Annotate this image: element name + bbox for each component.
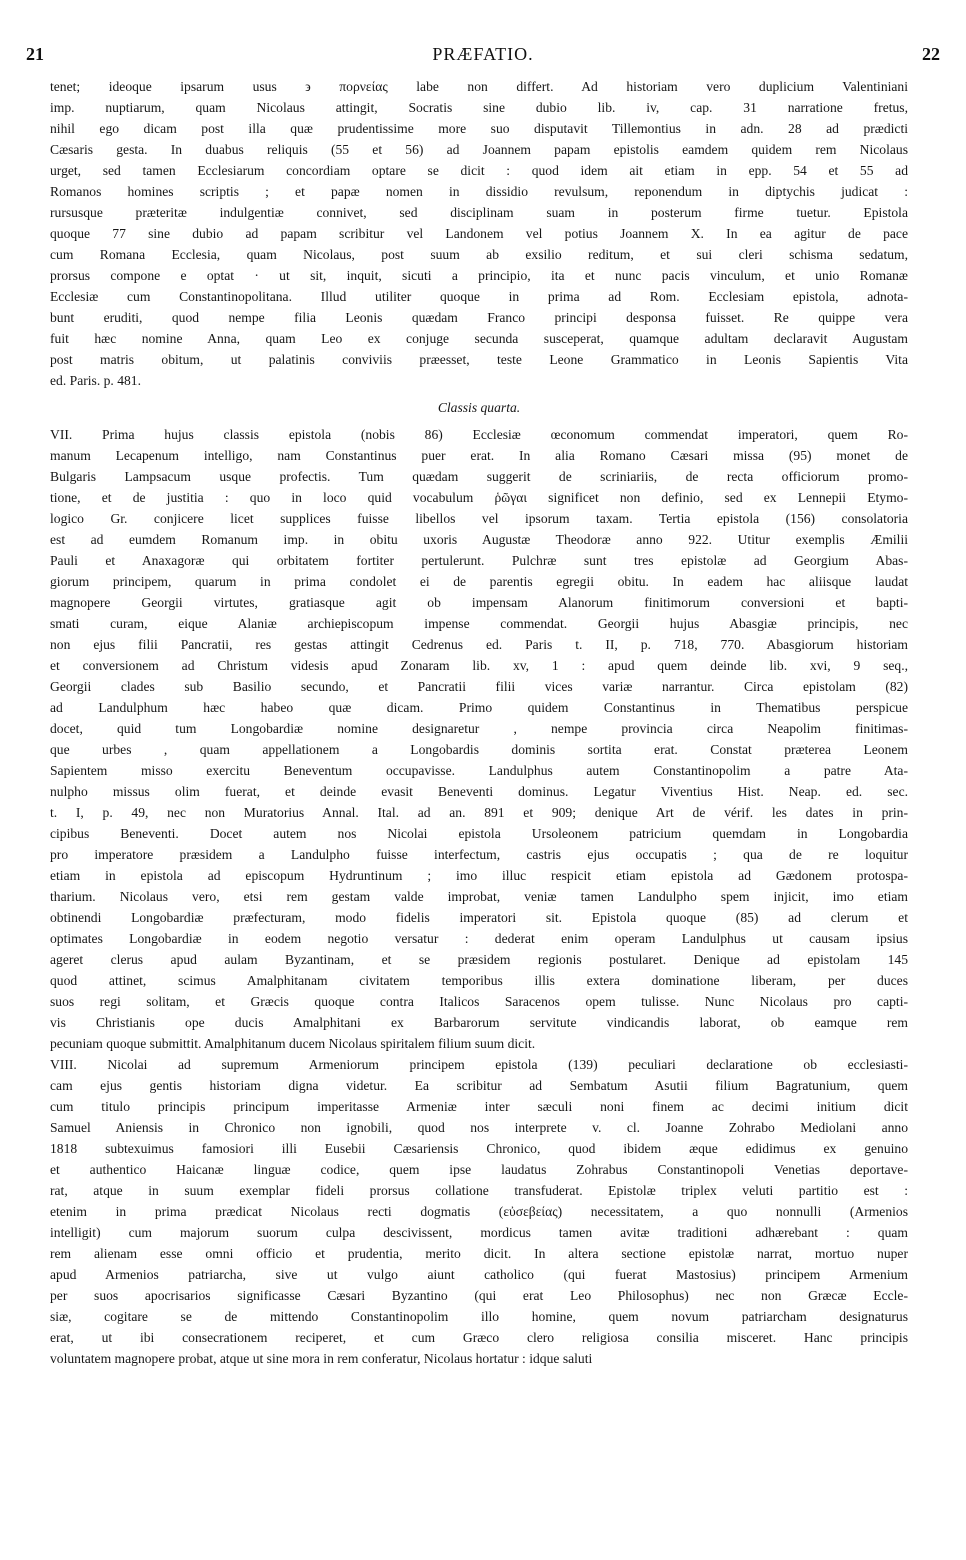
- text-line: Georgii clades sub Basilio secundo, et Pancratii filii vices variæ narrantur. Circa epistolam (82): [50, 679, 908, 694]
- text-line: prorsus compone e optat · ut sit, inquit, sicuti a principio, ita et nunc pacis vinculum, et unio Romanæ: [50, 268, 908, 283]
- text-line: VIII. Nicolai ad supremum Armeniorum principem epistola (139) peculiari declaratione ob ecclesiasti-: [50, 1057, 908, 1072]
- text-line: vis Christianis ope ducis Amalphitani ex Barbarorum servitute vindicandis laborat, ob eamque rem: [50, 1015, 908, 1030]
- text-line: manum Lecapenum intelligo, nam Constantinus puer erat. In alia Romano Cæsari missa (95) monet de: [50, 448, 908, 463]
- text-line: voluntatem magnopere probat, atque ut sine mora in rem conferatur, Nicolaus hortatur : idque saluti: [50, 1351, 593, 1366]
- text-line: etenim in prima prædicat Nicolaus recti dogmatis (εὐσεβείας) necessitatem, a quo nonnulli (Armenios: [50, 1204, 908, 1219]
- text-line: magnopere Georgii virtutes, gratiasque agit ob impensam Alanorum finitimorum conversioni et bapti-: [50, 595, 908, 610]
- text-line: et authentico Haicanæ linguæ codice, quem ipse laudatus Zohrabus Constantinopoli Venetias deportave-: [50, 1162, 908, 1177]
- text-line: Bulgaris Lampsacum usque profectis. Tum quædam suggerit de scriniariis, de recta officiorum promo-: [50, 469, 908, 484]
- text-line: est ad eumdem Romanum imp. in obitu uxoris Augustæ Theodoræ anno 922. Utitur exemplis Æmilii: [50, 532, 908, 547]
- text-line: que urbes , quam appellationem a Longobardis dominis sortita erat. Constat præterea Leonem: [50, 742, 908, 757]
- text-line: intelligit) cum majorum suorum culpa descivissent, mordicus tamen avitæ traditioni adhærebant : quam: [50, 1225, 908, 1240]
- text-line: tione, et de justitia : quo in loco quid vocabulum ῥῶγαι significet non definio, sed ex Lennepii Etymo-: [50, 490, 908, 505]
- text-line: smati curam, eique Alaniæ archiepiscopum impense commendat. Georgii hujus Abasgiæ principis, nec: [50, 616, 908, 631]
- text-line: Pauli et Anaxagoræ qui orbitatem fortiter pertulerunt. Pulchræ sunt tres epistolæ ad Georgium Abas-: [50, 553, 908, 568]
- text-line: ed. Paris. p. 481.: [50, 373, 141, 388]
- page-number-left: 21: [26, 44, 44, 64]
- text-line: Samuel Aniensis in Chronico non ignobili, quod nos interprete v. cl. Joanne Zohrabo Mediolani anno: [50, 1120, 908, 1135]
- body-text: [50, 76, 908, 1369]
- text-line: Romanos homines scriptis ; et papæ nomen in dissidio revulsum, reponendum in diptychis judicat :: [50, 184, 908, 199]
- section-heading: Classis quarta.: [437, 400, 521, 415]
- text-line: ad Landulphum hæc habeo quæ dicam. Primo quidem Constantinus in Thematibus perspicue: [50, 700, 908, 715]
- text-line: cipibus Beneventi. Docet autem nos Nicolai epistola Ursoleonem patricium quemdam in Longobardia: [50, 826, 908, 841]
- text-line: 1818 subtexuimus famosiori illi Eusebii Cæsariensis Chronico, quod ibidem æque edidimus ex genuino: [50, 1141, 908, 1156]
- running-title: PRÆFATIO.: [432, 44, 534, 64]
- text-line: etiam in epistola ad episcopum Hydruntinum ; imo illuc respicit etiam epistola ad Gædonem protospa-: [50, 868, 908, 883]
- text-line: cum Romana Ecclesia, quam Nicolaus, post suum ab exsilio reditum, et sui cleri schisma sedatum,: [50, 247, 908, 262]
- text-line: docet, quid tum Longobardiæ nomine designaretur , nempe provincia circa Neapolim finitimas-: [50, 721, 908, 736]
- text-line: Ecclesiæ cum Constantinopolitana. Illud utiliter quoque in prima ad Rom. Ecclesiam epistola, adnota-: [50, 289, 908, 304]
- text-line: erat, ut ibi consecrationem reciperet, et cum Græco clero religiosa consilia misceret. Hanc principis: [50, 1330, 908, 1345]
- paragraph: [50, 76, 908, 391]
- text-line: cam ejus gentis historiam digna videtur. Ea scribitur ad Sembatum Asutii filium Bagratunium, quem: [50, 1078, 908, 1093]
- text-line: cum titulo principis principum imperitasse Armeniæ inter sæculi noni finem ac decimi initium dicit: [50, 1099, 908, 1114]
- text-line: urget, sed tamen Ecclesiarum concordiam optare se dicit : quod idem ait etiam in epp. 54 et 55 ad: [50, 163, 908, 178]
- text-line: logico Gr. conjicere licet supplices fuisse libellos vel ipsorum taxam. Tertia epistola (156) consolatoria: [50, 511, 908, 526]
- text-line: VII. Prima hujus classis epistola (nobis 86) Ecclesiæ œconomum commendat imperatori, quem Ro-: [50, 427, 908, 442]
- text-line: quoque 77 sine dubio ad papam scribitur vel Landonem vel potius Joannem X. In ea agitur de pace: [50, 226, 908, 241]
- text-line: quod attinet, scimus Amalphitanam civitatem temporibus illis extera dominatione liberam, per duces: [50, 973, 908, 988]
- text-line: per suos apocrisarios significasse Cæsari Byzantino (qui erat Leo Philosophus) nec non Græcæ Eccle-: [50, 1288, 908, 1303]
- paragraph: [50, 424, 908, 1054]
- text-line: nihil ego dicam post illa quæ prudentissime more suo disputavit Tillemontius in adn. 28 ad prædicti: [50, 121, 908, 136]
- page-number-right: 22: [922, 44, 940, 64]
- text-line: Cæsaris gesta. In duabus reliquis (55 et 56) ad Joannem papam epistolis eamdem quidem rem Nicolaus: [50, 142, 908, 157]
- text-line: et conversionem ad Christum videsis apud Zonaram lib. xv, 1 : apud quem deinde lib. xvi, 9 seq.,: [50, 658, 908, 673]
- text-line: fuit hæc nomine Anna, quam Leo ex conjuge secunda susceperat, quamque adultam declaravit Augustam: [50, 331, 908, 346]
- text-line: non ejus filii Pancratii, res gestas attingit Cedrenus ed. Paris t. II, p. 718, 770. Abasgiorum historiam: [50, 637, 908, 652]
- text-line: optimates Longobardiæ in eodem negotio versatur : dederat enim operam Landulphus ut causam ipsius: [50, 931, 908, 946]
- page-header: [26, 44, 940, 70]
- text-line: bunt eruditi, quod nempe filia Leonis quædam Franco principi desponsa fuisset. Re quippe vera: [50, 310, 908, 325]
- text-line: siæ, cogitare se de mittendo Constantinopolim illo homine, quem novum patriarcham designaturus: [50, 1309, 908, 1324]
- text-line: ageret clerus apud aulam Byzantinam, et se præsidem regionis postularet. Denique ad epistolam 145: [50, 952, 908, 967]
- text-line: tharium. Nicolaus vero, etsi rem gestam valde improbat, veniæ tamen Landulpho spem injicit, imo etiam: [50, 889, 908, 904]
- text-line: Sapientem misso exercitu Beneventum occupavisse. Landulphus autem Constantinopolim a patre Ata-: [50, 763, 908, 778]
- text-line: imp. nuptiarum, quam Nicolaus attingit, Socratis sine dubio lib. iv, cap. 31 narratione fretus,: [50, 100, 908, 115]
- text-line: rem alienam esse omni officio et prudentia, merito dicit. In altera sectione epistolæ narrat, mortuo nuper: [50, 1246, 908, 1261]
- text-line: giorum principem, quarum in prima condolet ei de parentis egregii obitu. In eadem hac aliisque laudat: [50, 574, 908, 589]
- text-line: post matris obitum, ut palatinis conviviis præesset, teste Leone Grammatico in Leonis Sapientis Vita: [50, 352, 908, 367]
- text-line: rat, atque in suum exemplar fideli prorsus collatione transfuderat. Epistolæ triplex veluti partitio est :: [50, 1183, 908, 1198]
- text-line: t. I, p. 49, nec non Muratorius Annal. Ital. ad an. 891 et 909; denique Art de vérif. les dates in prin-: [50, 805, 908, 820]
- paragraph: [50, 1054, 908, 1369]
- text-line: rursusque præteritæ indulgentiæ connivet, sed disciplinam suam in posterum firme tuetur. Epistola: [50, 205, 908, 220]
- text-line: nulpho missus olim fuerat, et deinde evasit Beneventi dominus. Legatur Viventius Hist. Neap. ed. sec.: [50, 784, 908, 799]
- text-line: apud Armenios patriarcha, sive ut vulgo aiunt catholico (qui fuerat Mastosius) principem Armenium: [50, 1267, 908, 1282]
- text-line: obtinendi Longobardiæ præfecturam, modo fidelis imperatori sit. Epistola quoque (85) ad clerum et: [50, 910, 908, 925]
- text-line: tenet; ideoque ipsarum usus ϶ πορνείας labe non differt. Ad historiam vero duplicium Valentiniani: [50, 79, 908, 94]
- text-line: pro imperatore præsidem a Landulpho fuisse interfectum, castris ejus occupatis ; qua de re loquitur: [50, 847, 908, 862]
- text-line: suos regi solitam, et Græcis quoque contra Italicos Saracenos opem tulisse. Nunc Nicolaus pro capti-: [50, 994, 908, 1009]
- text-line: pecuniam quoque submittit. Amalphitanum ducem Nicolaus spiritalem filium suum dicit.: [50, 1036, 536, 1051]
